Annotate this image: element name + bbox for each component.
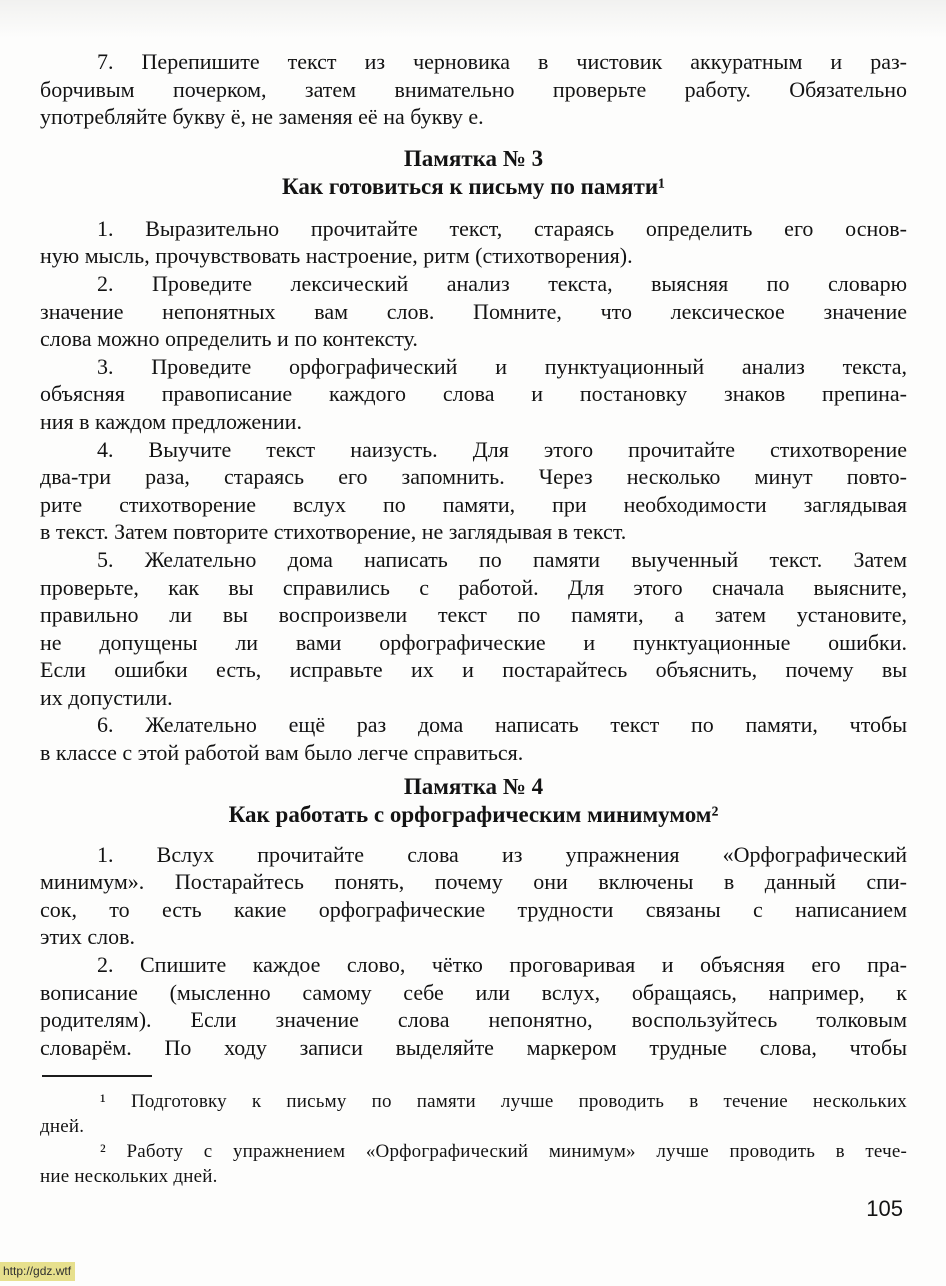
watermark-url: http://gdz.wtf	[0, 1262, 75, 1281]
memo3-item-4: 4. Выучите текст наизусть. Для этого прочитайте стихотворение два-три раза, стараясь его запомнить. Через несколько минут повто- рите стихотворение вслух по памяти, при необходимости заглядывая в текст. Затем повторите стихотворение, не заглядывая в текст.	[40, 436, 907, 545]
memo3-item-6: 6. Желательно ещё раз дома написать текст по памяти, чтобы в классе с этой работой вам было легче справиться.	[40, 712, 907, 766]
paragraph-7: 7. Перепишите текст из черновика в чистовик аккуратным и раз- борчивым почерком, затем внимательно проверьте работу. Обязательно употребляйте букву ё, не заменяя её на букву е.	[40, 49, 907, 130]
memo3-item-3: 3. Проведите орфографический и пунктуационный анализ текста, объясняя правописание каждого слова и постановку знаков препина- ния в каждом предложении.	[40, 353, 907, 434]
footnote-divider	[42, 1075, 152, 1077]
footnote-2: ² Работу с упражнением «Орфографический минимум» лучше проводить в тече- ние нескольких дней.	[40, 1141, 907, 1188]
memo4-heading	[40, 773, 907, 829]
memo4-item-2: 2. Спишите каждое слово, чётко проговаривая и объясняя его пра- вописание (мысленно самому себе или вслух, обращаясь, например, к родителям). Если значение слова непонятно, воспользуйтесь толковым словарём. По ходу записи выделяйте маркером трудные слова, чтобы	[40, 952, 907, 1060]
memo3-title: Памятка № 3	[403, 145, 544, 171]
memo4-item-1: 1. Вслух прочитайте слова из упражнения «Орфографический минимум». Постарайтесь понять, почему они включены в данный спи- сок, то есть какие орфографические трудности связаны с написанием этих слов.	[40, 841, 907, 950]
memo3-item-5: 5. Желательно дома написать по памяти выученный текст. Затем проверьте, как вы справились с работой. Для этого сначала выясните, правильно ли вы воспроизвели текст по памяти, а затем установите, не допущены ли вами орфографические и пунктуационные ошибки. Если ошибки есть, исправьте их и постарайтесь объяснить, почему вы их допустили.	[40, 546, 907, 710]
memo3-subtitle: Как готовиться к письму по памяти¹	[281, 173, 665, 199]
memo3-item-1: 1. Выразительно прочитайте текст, стараясь определить его основ- ную мысль, прочувствовать настроение, ритм (стихотворения).	[40, 215, 907, 269]
memo3-item-2: 2. Проведите лексический анализ текста, выясняя по словарю значение непонятных вам слов. Помните, что лексическое значение слова можно определить и по контексту.	[40, 270, 907, 352]
footnote-1: ¹ Подготовку к письму по памяти лучше проводить в течение нескольких дней.	[40, 1091, 907, 1138]
memo3-heading	[40, 145, 907, 201]
memo4-title: Памятка № 4	[403, 773, 544, 799]
page-number: 105	[866, 1196, 903, 1222]
memo4-subtitle: Как работать с орфографическим минимумом²	[228, 801, 719, 827]
